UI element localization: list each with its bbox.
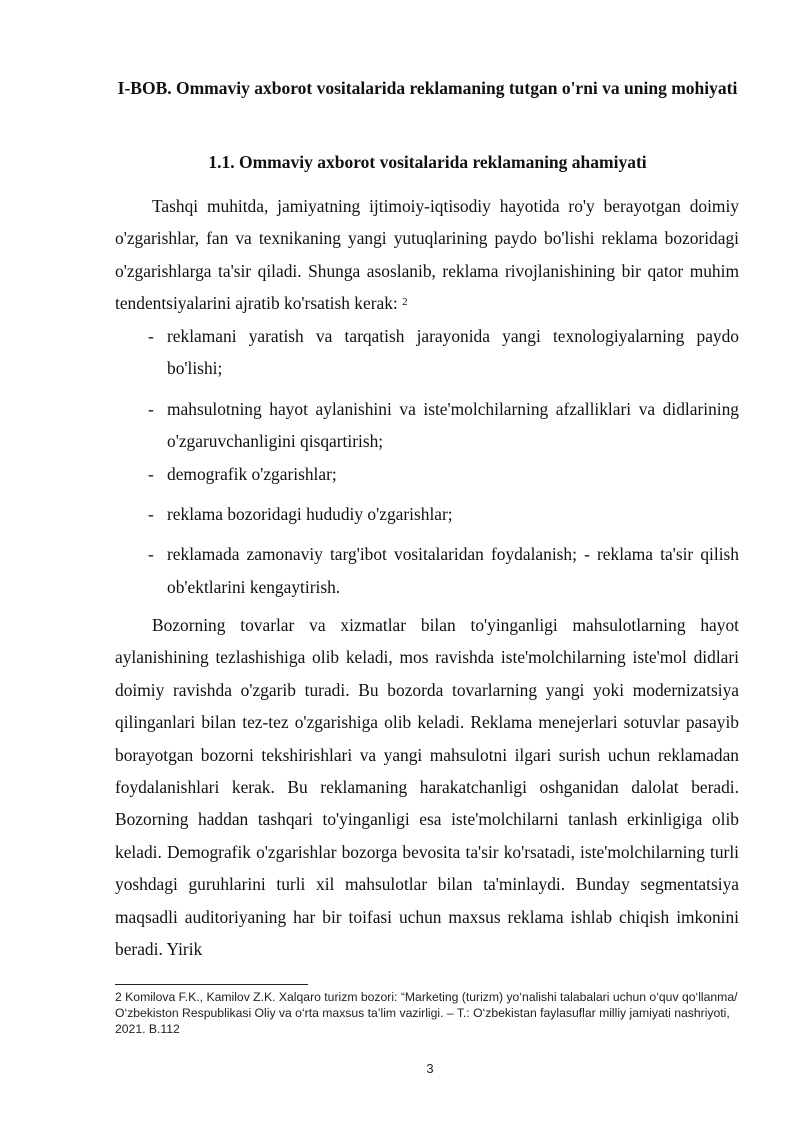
list-dash: -	[148, 463, 154, 484]
list-dash: -	[148, 544, 154, 565]
body-paragraph: Bozorning tovarlar va xizmatlar bilan to'yinganligi mahsulotlarning hayot aylanishining tezlashishiga olib keladi, mos ravishda iste'molchilarning iste'mol didlari doimiy ravishda o'zgarib turadi. Bu bozorda tovarlarning yangi yoki modernizatsiya qilinganlari bilan tez-tez o'zgarishiga olib keladi. Reklama menejerlari sotuvlar pasayib borayotgan bozorni tekshirishlari va yangi mahsulotni ilgari surish uchun reklamadan foydalanishlari kerak. Bu reklamaning harakatchanligi oshganidan dalolat beradi. Bozorning haddan tashqari to'yinganligi esa iste'molchilarni tanlash erkinligiga olib keladi. Demografik o'zgarishlar bozorga bevosita ta'sir ko'rsatadi, iste'molchilarning turli yoshdagi guruhlarini turli xil mahsulotlar bilan ta'minlaydi. Bunday segmentatsiya maqsadli auditoriyaning har bir toifasi uchun maxsus reklama ishlab chiqish imkonini beradi. Yirik	[115, 615, 739, 960]
list-dash: -	[148, 326, 154, 346]
list-dash: -	[148, 504, 154, 525]
section-title: 1.1. Ommaviy axborot vositalarida reklamaning ahamiyati	[208, 152, 647, 172]
intro-paragraph	[115, 190, 739, 320]
chapter-title: I-BOB. Ommaviy axborot vositalarida reklamaning tutgan o'rni va uning mohiyati	[117, 78, 738, 98]
list-item-text: demografik o'zgarishlar;	[167, 463, 337, 484]
intro-paragraph-text: Tashqi muhitda, jamiyatning ijtimoiy-iqtisodiy hayotida ro'y berayotgan doimiy o'zgarishlar, fan va texnikaning yangi yutuqlarining paydo bo'lishi reklama bozoridagi o'zgarishlarga ta'sir qiladi. Shunga asoslanib, reklama rivojlanishining bir qator muhim tendentsiyalarini ajratib ko'rsatish kerak:	[115, 196, 739, 314]
list-item	[148, 320, 739, 385]
footnote-reference[interactable]: 2	[402, 296, 408, 309]
list-dash: -	[148, 398, 154, 419]
list-item	[148, 458, 739, 490]
list-item-text: reklama bozoridagi hududiy o'zgarishlar;	[167, 504, 453, 525]
page-number: 3	[426, 1061, 434, 1076]
footnote: 2 Komilova F.K., Kamilov Z.K. Xalqaro turizm bozori: “Marketing (turizm) yo‘nalishi talabalari uchun o‘quv qo‘llanma/ O‘zbekiston Respublikasi Oliy va o‘rta maxsus ta’lim vazirligi. – T.: O‘zbekistan faylasuflar milliy jamiyati nashriyoti, 2021. B.112	[115, 990, 738, 1036]
list-item-text: mahsulotning hayot aylanishini va iste'molchilarning afzalliklari va didlarining o'zgaruvchanligini qisqartirish;	[167, 398, 739, 452]
trends-list	[148, 320, 739, 603]
list-item	[148, 538, 739, 603]
list-item	[148, 393, 739, 458]
list-item-text: reklamada zamonaviy targ'ibot vositalaridan foydalanish; - reklama ta'sir qilish ob'ektlarini kengaytirish.	[167, 544, 739, 597]
list-item-text: reklamani yaratish va tarqatish jarayonida yangi texnologiyalarning paydo bo'lishi;	[167, 326, 739, 379]
list-item	[148, 498, 739, 530]
footnote-separator	[115, 984, 308, 985]
